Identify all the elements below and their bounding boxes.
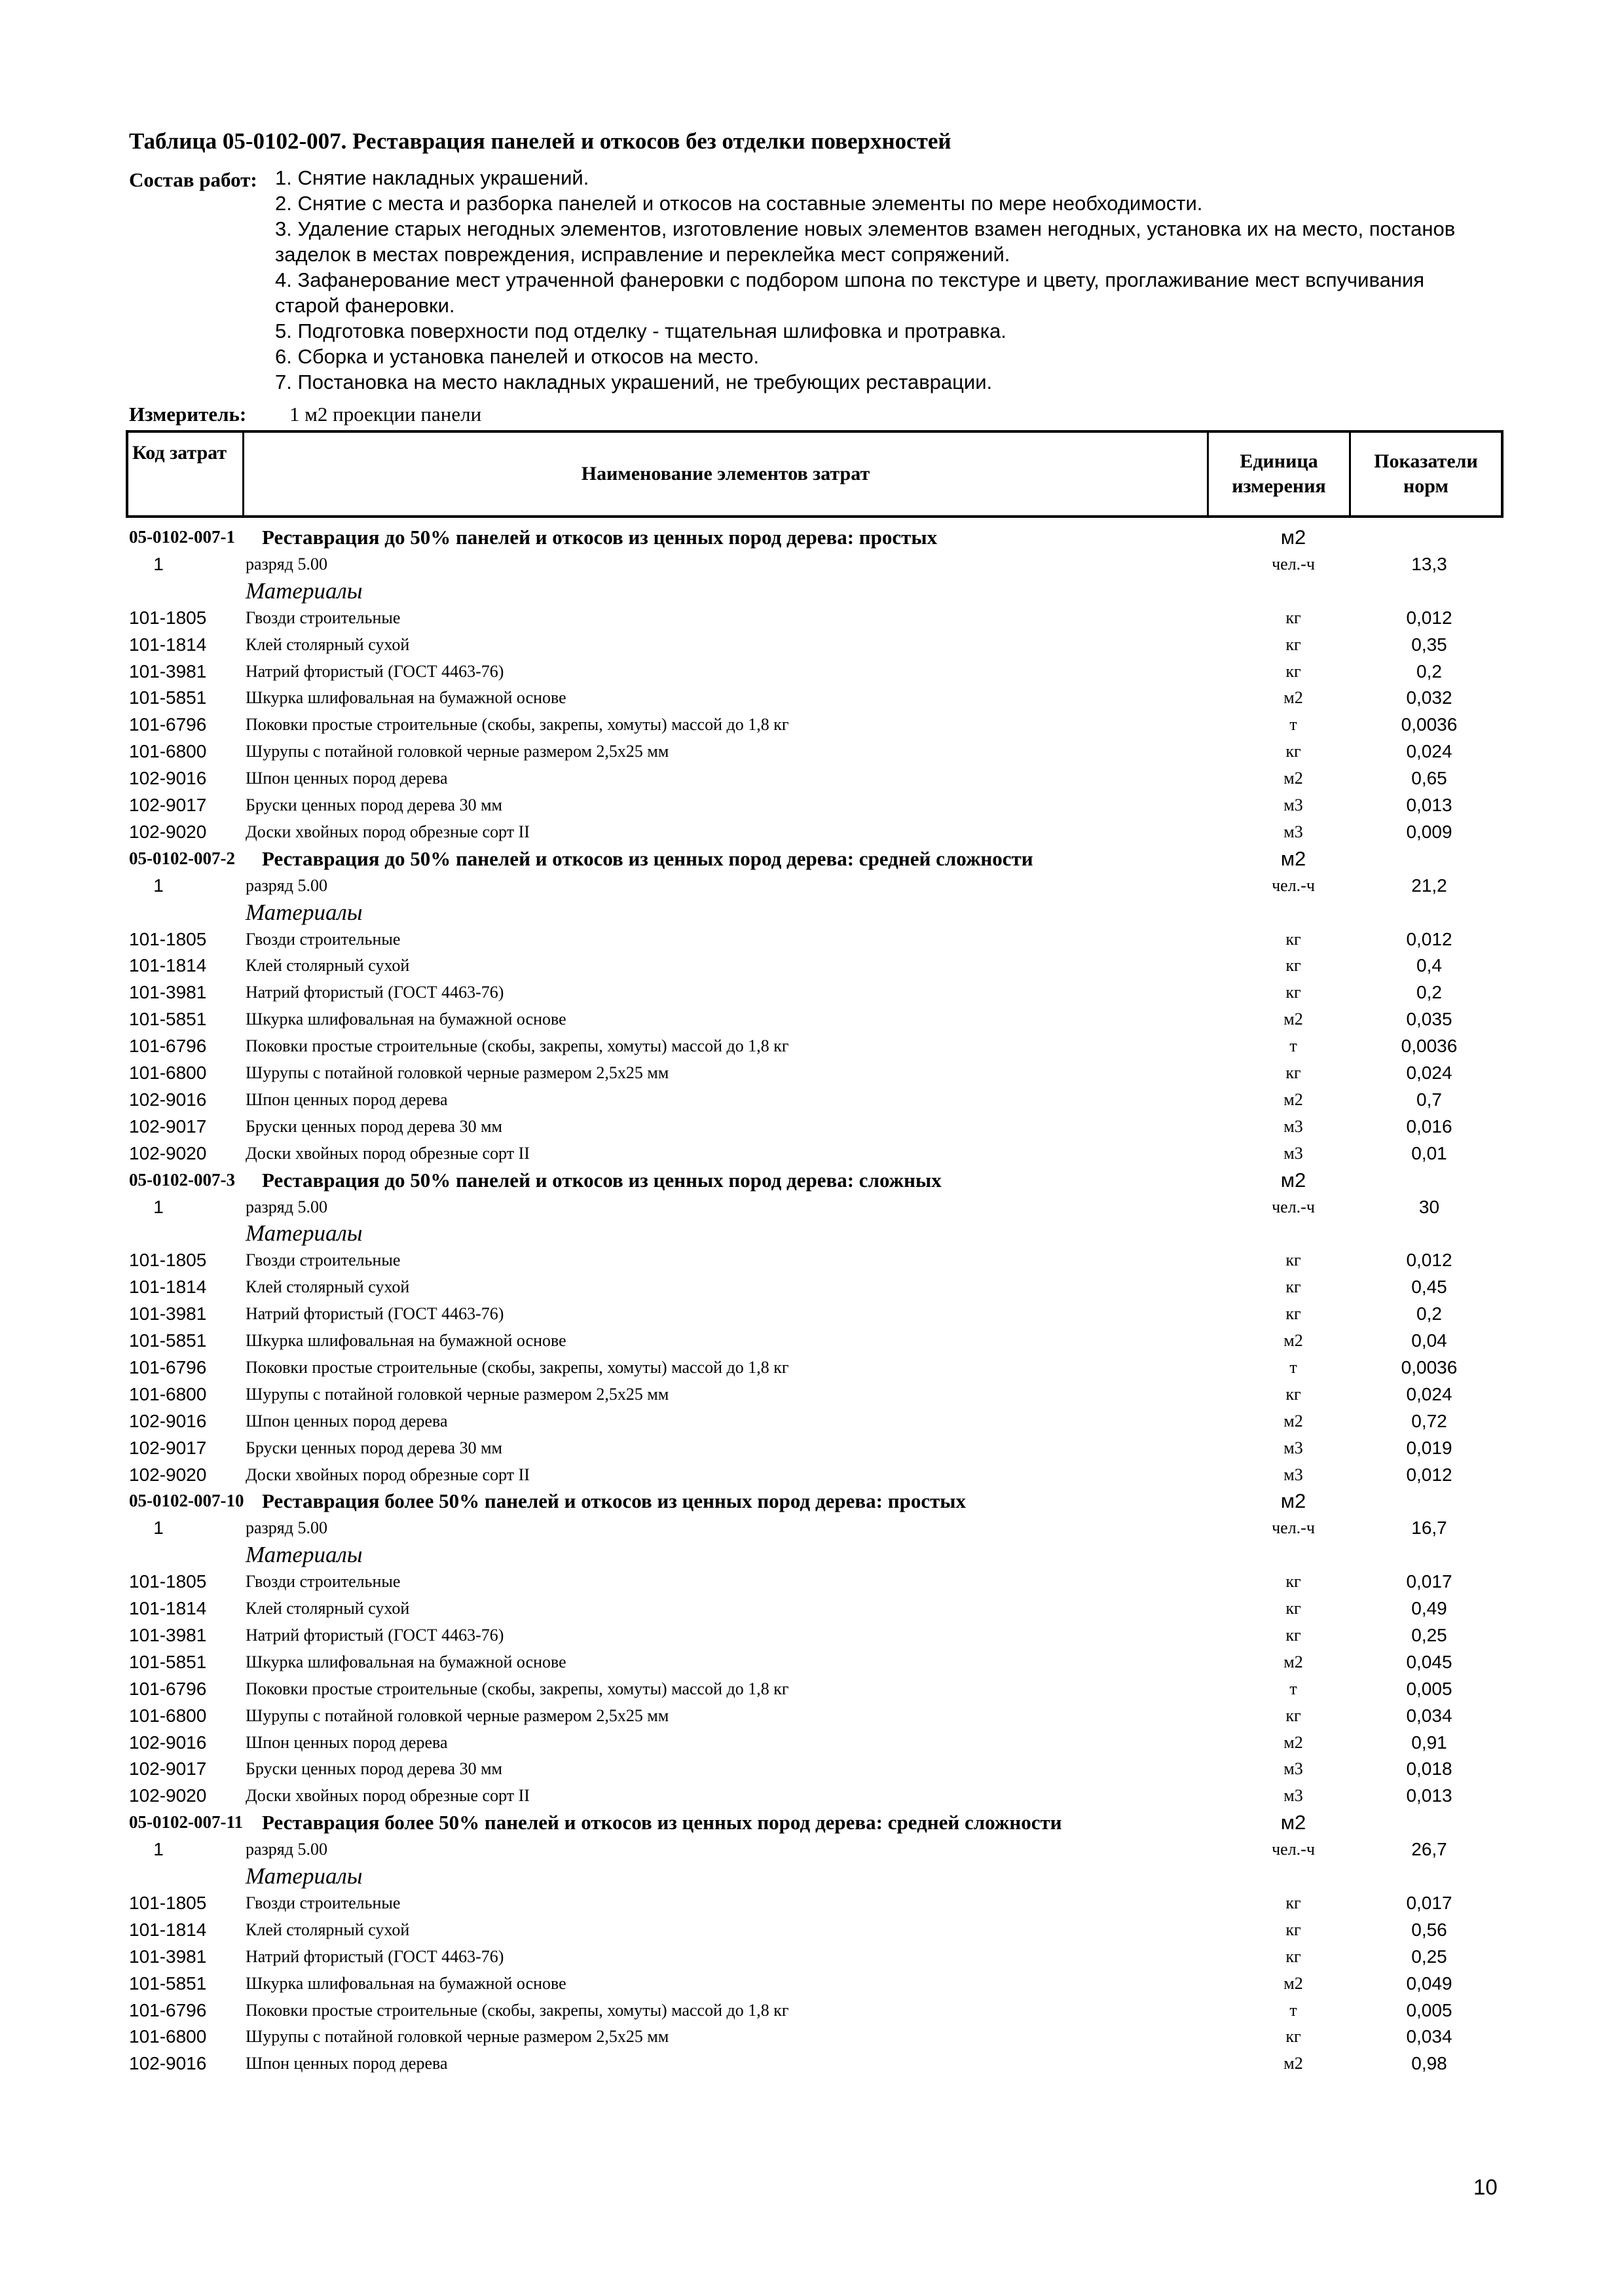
resource-row — [0, 952, 1624, 979]
materials-heading — [0, 1220, 1624, 1247]
resource-code: 101-1805 — [129, 1571, 207, 1592]
resource-name: Доски хвойных пород обрезные сорт II — [246, 822, 530, 841]
section-code: 05-0102-007-3 — [129, 1170, 235, 1190]
resource-row — [0, 604, 1624, 631]
header-code: Код затрат — [128, 433, 244, 515]
resource-code: 101-3981 — [129, 1303, 207, 1324]
labor-value: 16,7 — [1411, 1518, 1447, 1538]
resource-value: 0,01 — [1411, 1143, 1447, 1163]
resource-unit: кг — [1285, 2027, 1301, 2046]
resource-unit: кг — [1285, 930, 1301, 949]
resource-code: 102-9016 — [129, 1411, 207, 1431]
resource-name: Доски хвойных пород обрезные сорт II — [246, 1144, 530, 1163]
resource-unit: м3 — [1283, 795, 1303, 814]
resource-unit: м3 — [1283, 1759, 1303, 1778]
work-step: 1. Снятие накладных украшений. — [275, 166, 589, 189]
resource-unit: м2 — [1283, 1974, 1303, 1993]
resource-code: 102-9017 — [129, 1116, 207, 1137]
resource-row — [0, 2050, 1624, 2077]
resource-row — [0, 1247, 1624, 1273]
resource-code: 101-6800 — [129, 1705, 207, 1726]
resource-value: 0,019 — [1406, 1438, 1452, 1458]
resource-row — [0, 1782, 1624, 1809]
resource-value: 0,018 — [1406, 1758, 1452, 1779]
resource-row — [0, 979, 1624, 1006]
work-step: 7. Постановка на место накладных украшений, не требующих реставрации. — [275, 371, 993, 393]
resource-value: 0,049 — [1406, 1973, 1452, 1994]
resource-unit: т — [1289, 1036, 1297, 1055]
labor-name: разряд 5.00 — [246, 1197, 327, 1216]
materials-heading-label: Материалы — [246, 1863, 363, 1889]
resource-value: 0,045 — [1406, 1652, 1452, 1672]
resource-code: 101-3981 — [129, 982, 207, 1002]
resource-name: Шкурка шлифовальная на бумажной основе — [246, 1974, 566, 1993]
resource-value: 0,49 — [1411, 1598, 1447, 1618]
resource-value: 0,024 — [1406, 1063, 1452, 1083]
resource-value: 0,017 — [1406, 1893, 1452, 1913]
resource-code: 102-9016 — [129, 1089, 207, 1110]
resource-code: 101-1814 — [129, 1598, 207, 1618]
materials-heading-label: Материалы — [246, 1542, 363, 1567]
resource-value: 0,25 — [1411, 1625, 1447, 1645]
resource-code: 101-5851 — [129, 1009, 207, 1029]
section-name: Реставрация до 50% панелей и откосов из ценных пород дерева: сложных — [262, 1169, 942, 1192]
resource-row — [0, 711, 1624, 738]
labor-name: разряд 5.00 — [246, 876, 327, 895]
resource-row — [0, 2023, 1624, 2050]
section-row — [0, 1487, 1624, 1514]
resource-code: 101-6800 — [129, 2026, 207, 2047]
resource-code: 101-1805 — [129, 1250, 207, 1270]
section-unit: м2 — [1280, 1169, 1306, 1192]
resource-unit: т — [1289, 715, 1297, 734]
labor-name: разряд 5.00 — [246, 1518, 327, 1537]
resource-name: Бруски ценных пород дерева 30 мм — [246, 1438, 503, 1457]
resource-code: 101-6796 — [129, 1357, 207, 1377]
resource-name: Натрий фтористый (ГОСТ 4463-76) — [246, 1304, 504, 1323]
resource-name: Шпон ценных пород дерева — [246, 1412, 448, 1430]
resource-name: Натрий фтористый (ГОСТ 4463-76) — [246, 983, 504, 1002]
labor-code: 1 — [153, 1197, 164, 1217]
resource-unit: м3 — [1283, 1438, 1303, 1457]
section-code: 05-0102-007-11 — [129, 1812, 243, 1832]
resource-name: Натрий фтористый (ГОСТ 4463-76) — [246, 1947, 504, 1966]
resource-unit: м3 — [1283, 822, 1303, 841]
resource-name: Поковки простые строительные (скобы, закрепы, хомуты) массой до 1,8 кг — [246, 715, 789, 734]
section-unit: м2 — [1280, 1811, 1306, 1834]
resource-value: 0,013 — [1406, 1785, 1452, 1806]
work-step: заделок в местах повреждения, исправление и переклейка мест сопряжений. — [275, 243, 1010, 266]
resource-row — [0, 1916, 1624, 1943]
work-step: 3. Удаление старых негодных элементов, изготовление новых элементов взамен негодных, установка их на место, постанов — [275, 217, 1456, 240]
resource-value: 0,012 — [1406, 608, 1452, 628]
resource-value: 0,2 — [1416, 982, 1442, 1002]
resource-code: 101-6800 — [129, 1384, 207, 1404]
resource-code: 101-1814 — [129, 1277, 207, 1297]
resource-code: 102-9017 — [129, 1758, 207, 1779]
resource-row — [0, 738, 1624, 765]
resource-row — [0, 1300, 1624, 1327]
resource-name: Шкурка шлифовальная на бумажной основе — [246, 1010, 566, 1029]
resource-name: Клей столярный сухой — [246, 1277, 410, 1296]
resource-name: Клей столярный сухой — [246, 956, 410, 975]
resource-value: 0,0036 — [1401, 714, 1458, 735]
resource-name: Гвозди строительные — [246, 608, 401, 627]
labor-value: 13,3 — [1411, 554, 1447, 574]
section-name: Реставрация более 50% панелей и откосов из ценных пород дерева: средней сложности — [262, 1811, 1062, 1834]
resource-value: 0,72 — [1411, 1411, 1447, 1431]
resource-value: 0,2 — [1416, 1303, 1442, 1324]
resource-code: 101-5851 — [129, 687, 207, 708]
resource-row — [0, 792, 1624, 818]
resource-code: 102-9016 — [129, 1732, 207, 1753]
section-unit: м2 — [1280, 847, 1306, 870]
resource-unit: кг — [1285, 635, 1301, 654]
resource-value: 0,0036 — [1401, 1357, 1458, 1377]
resource-name: Натрий фтористый (ГОСТ 4463-76) — [246, 662, 504, 681]
materials-heading — [0, 899, 1624, 926]
resource-row — [0, 1086, 1624, 1113]
resource-row — [0, 684, 1624, 711]
section-unit: м2 — [1280, 526, 1306, 549]
resource-value: 0,024 — [1406, 741, 1452, 761]
resource-name: Шпон ценных пород дерева — [246, 769, 448, 788]
resource-row — [0, 1434, 1624, 1461]
labor-row — [0, 1194, 1624, 1220]
resource-value: 0,45 — [1411, 1277, 1447, 1297]
resource-value: 0,017 — [1406, 1571, 1452, 1592]
resource-name: Клей столярный сухой — [246, 635, 410, 654]
resource-code: 101-6796 — [129, 1036, 207, 1056]
section-row — [0, 1167, 1624, 1194]
resource-name: Поковки простые строительные (скобы, закрепы, хомуты) массой до 1,8 кг — [246, 2001, 789, 2020]
resource-name: Шурупы с потайной головкой черные размером 2,5x25 мм — [246, 1385, 669, 1404]
resource-name: Гвозди строительные — [246, 1893, 401, 1912]
resource-value: 0,012 — [1406, 1250, 1452, 1270]
resource-unit: кг — [1285, 1572, 1301, 1591]
resource-unit: кг — [1285, 1304, 1301, 1323]
resource-row — [0, 1113, 1624, 1140]
resource-code: 102-9020 — [129, 1143, 207, 1163]
resource-name: Шпон ценных пород дерева — [246, 2054, 448, 2073]
resource-code: 101-6800 — [129, 1063, 207, 1083]
resource-unit: т — [1289, 1358, 1297, 1377]
labor-code: 1 — [153, 1518, 164, 1538]
materials-heading — [0, 1541, 1624, 1568]
resource-value: 0,016 — [1406, 1116, 1452, 1137]
resource-code: 101-6800 — [129, 741, 207, 761]
resource-row — [0, 1006, 1624, 1032]
resource-value: 0,034 — [1406, 1705, 1452, 1726]
resource-unit: м2 — [1283, 769, 1303, 788]
resource-unit: т — [1289, 2001, 1297, 2020]
resource-row — [0, 1622, 1624, 1649]
resource-code: 101-6796 — [129, 1679, 207, 1699]
resource-unit: кг — [1285, 1277, 1301, 1296]
resource-code: 102-9017 — [129, 795, 207, 815]
materials-heading — [0, 577, 1624, 604]
resource-value: 0,009 — [1406, 822, 1452, 842]
section-code: 05-0102-007-10 — [129, 1491, 244, 1510]
resource-name: Клей столярный сухой — [246, 1599, 410, 1618]
resource-row — [0, 1354, 1624, 1381]
section-row — [0, 524, 1624, 551]
resource-code: 101-5851 — [129, 1330, 207, 1351]
resource-row — [0, 1408, 1624, 1434]
resource-code: 102-9020 — [129, 822, 207, 842]
work-step: 2. Снятие с места и разборка панелей и откосов на составные элементы по мере необходимости. — [275, 192, 1203, 215]
labor-row — [0, 551, 1624, 577]
resource-code: 101-6796 — [129, 714, 207, 735]
work-step: старой фанеровки. — [275, 294, 455, 317]
resource-name: Гвозди строительные — [246, 930, 401, 949]
resource-value: 0,4 — [1416, 955, 1442, 975]
resource-row — [0, 1381, 1624, 1408]
resource-value: 0,034 — [1406, 2026, 1452, 2047]
section-name: Реставрация до 50% панелей и откосов из ценных пород дерева: средней сложности — [262, 847, 1033, 870]
labor-value: 26,7 — [1411, 1839, 1447, 1859]
resource-code: 101-1814 — [129, 1920, 207, 1940]
section-row — [0, 1809, 1624, 1836]
resource-value: 0,56 — [1411, 1920, 1447, 1940]
resource-name: Шпон ценных пород дерева — [246, 1090, 448, 1109]
resource-code: 101-1805 — [129, 929, 207, 949]
resource-name: Доски хвойных пород обрезные сорт II — [246, 1465, 530, 1484]
resource-row — [0, 1327, 1624, 1354]
resource-name: Шкурка шлифовальная на бумажной основе — [246, 1652, 566, 1671]
resource-unit: м2 — [1283, 1090, 1303, 1109]
resource-unit: кг — [1285, 742, 1301, 761]
works-label: Состав работ: — [129, 168, 257, 191]
resource-code: 102-9020 — [129, 1785, 207, 1806]
resource-row — [0, 1059, 1624, 1086]
resource-unit: м3 — [1283, 1144, 1303, 1163]
resource-unit: м2 — [1283, 1652, 1303, 1671]
resource-row — [0, 1889, 1624, 1916]
resource-name: Шурупы с потайной головкой черные размером 2,5x25 мм — [246, 2027, 669, 2046]
resource-name: Гвозди строительные — [246, 1572, 401, 1591]
resource-value: 0,98 — [1411, 2053, 1447, 2073]
resource-name: Доски хвойных пород обрезные сорт II — [246, 1786, 530, 1805]
document-title: Таблица 05-0102-007. Реставрация панелей и откосов без отделки поверхностей — [129, 128, 951, 154]
resource-code: 102-9017 — [129, 1438, 207, 1458]
resource-name: Натрий фтористый (ГОСТ 4463-76) — [246, 1626, 504, 1645]
resource-name: Шкурка шлифовальная на бумажной основе — [246, 688, 566, 707]
header-name: Наименование элементов затрат — [244, 433, 1209, 515]
work-step: 5. Подготовка поверхности под отделку - тщательная шлифовка и протравка. — [275, 319, 1006, 342]
meter-label: Измеритель: — [129, 403, 247, 426]
resource-row — [0, 818, 1624, 845]
labor-unit: чел.-ч — [1272, 1840, 1315, 1859]
labor-unit: чел.-ч — [1272, 555, 1315, 574]
resource-unit: м2 — [1283, 1010, 1303, 1029]
resource-value: 0,65 — [1411, 768, 1447, 788]
resource-unit: кг — [1285, 1626, 1301, 1645]
resource-name: Бруски ценных пород дерева 30 мм — [246, 795, 503, 814]
resource-name: Поковки простые строительные (скобы, закрепы, хомуты) массой до 1,8 кг — [246, 1036, 789, 1055]
resource-row — [0, 1140, 1624, 1167]
resource-row — [0, 1675, 1624, 1702]
resource-name: Поковки простые строительные (скобы, закрепы, хомуты) массой до 1,8 кг — [246, 1679, 789, 1698]
resource-value: 0,012 — [1406, 1465, 1452, 1485]
resource-value: 0,04 — [1411, 1330, 1447, 1351]
resource-name: Шурупы с потайной головкой черные размером 2,5x25 мм — [246, 742, 669, 761]
labor-unit: чел.-ч — [1272, 876, 1315, 895]
resource-code: 101-5851 — [129, 1973, 207, 1994]
resource-unit: м2 — [1283, 1733, 1303, 1752]
resource-value: 0,91 — [1411, 1732, 1447, 1753]
resource-name: Клей столярный сухой — [246, 1920, 410, 1939]
resource-unit: м2 — [1283, 1331, 1303, 1350]
works-list — [275, 165, 1493, 395]
resource-code: 101-1814 — [129, 955, 207, 975]
resource-unit: кг — [1285, 1063, 1301, 1082]
materials-heading-label: Материалы — [246, 1220, 363, 1246]
section-code: 05-0102-007-1 — [129, 527, 235, 547]
resource-row — [0, 1755, 1624, 1782]
labor-row — [0, 1836, 1624, 1863]
resource-value: 0,012 — [1406, 929, 1452, 949]
resource-row — [0, 1595, 1624, 1622]
resource-row — [0, 658, 1624, 685]
resource-code: 102-9016 — [129, 2053, 207, 2073]
resource-row — [0, 631, 1624, 658]
resource-code: 102-9020 — [129, 1465, 207, 1485]
resource-unit: м2 — [1283, 1412, 1303, 1430]
materials-heading-label: Материалы — [246, 900, 363, 925]
labor-name: разряд 5.00 — [246, 555, 327, 574]
resource-name: Поковки простые строительные (скобы, закрепы, хомуты) массой до 1,8 кг — [246, 1358, 789, 1377]
resource-name: Бруски ценных пород дерева 30 мм — [246, 1117, 503, 1136]
resource-unit: кг — [1285, 1385, 1301, 1404]
resource-code: 101-1805 — [129, 1893, 207, 1913]
resource-code: 101-3981 — [129, 1946, 207, 1967]
materials-heading-label: Материалы — [246, 578, 363, 604]
resource-unit: кг — [1285, 983, 1301, 1002]
resource-value: 0,35 — [1411, 634, 1447, 655]
section-name: Реставрация более 50% панелей и откосов из ценных пород дерева: простых — [262, 1489, 967, 1512]
page-number: 10 — [1473, 2175, 1498, 2199]
resource-row — [0, 1461, 1624, 1488]
resource-row — [0, 1702, 1624, 1729]
resource-row — [0, 1943, 1624, 1970]
labor-unit: чел.-ч — [1272, 1518, 1315, 1537]
resource-unit: кг — [1285, 1920, 1301, 1939]
resource-unit: кг — [1285, 1599, 1301, 1618]
resource-value: 0,0036 — [1401, 1036, 1458, 1056]
resource-value: 0,013 — [1406, 795, 1452, 815]
resource-value: 0,035 — [1406, 1009, 1452, 1029]
resource-name: Шкурка шлифовальная на бумажной основе — [246, 1331, 566, 1350]
labor-row — [0, 872, 1624, 899]
resource-unit: кг — [1285, 608, 1301, 627]
resource-unit: т — [1289, 1679, 1297, 1698]
section-unit: м2 — [1280, 1489, 1306, 1512]
header-unit: Единица измерения — [1209, 433, 1351, 515]
resource-value: 0,024 — [1406, 1384, 1452, 1404]
resource-value: 0,032 — [1406, 687, 1452, 708]
resource-value: 0,25 — [1411, 1946, 1447, 1967]
section-code: 05-0102-007-2 — [129, 848, 235, 868]
resource-row — [0, 1729, 1624, 1756]
resource-row — [0, 765, 1624, 792]
resource-value: 0,005 — [1406, 2000, 1452, 2020]
resource-code: 101-5851 — [129, 1652, 207, 1672]
resource-code: 101-1805 — [129, 608, 207, 628]
resource-code: 101-3981 — [129, 661, 207, 682]
resource-value: 0,2 — [1416, 661, 1442, 682]
resource-code: 102-9016 — [129, 768, 207, 788]
resource-unit: кг — [1285, 662, 1301, 681]
work-step: 6. Сборка и установка панелей и откосов на место. — [275, 345, 760, 368]
resource-name: Шпон ценных пород дерева — [246, 1733, 448, 1752]
resource-unit: кг — [1285, 1250, 1301, 1269]
resource-name: Шурупы с потайной головкой черные размером 2,5x25 мм — [246, 1063, 669, 1082]
resource-row — [0, 1568, 1624, 1595]
labor-row — [0, 1514, 1624, 1541]
resource-row — [0, 1649, 1624, 1675]
header-norm: Показатели норм — [1374, 450, 1478, 497]
labor-value: 30 — [1418, 1197, 1440, 1217]
section-row — [0, 845, 1624, 872]
resource-name: Шурупы с потайной головкой черные размером 2,5x25 мм — [246, 1706, 669, 1725]
work-step: 4. Зафанерование мест утраченной фанеровки с подбором шпона по текстуре и цвету, проглаживание мест вспучивания — [275, 268, 1425, 291]
resource-code: 101-3981 — [129, 1625, 207, 1645]
resource-row — [0, 1273, 1624, 1300]
resource-row — [0, 926, 1624, 953]
labor-unit: чел.-ч — [1272, 1197, 1315, 1216]
resource-unit: м3 — [1283, 1465, 1303, 1484]
resource-unit: м3 — [1283, 1117, 1303, 1136]
resource-code: 101-1814 — [129, 634, 207, 655]
resource-unit: кг — [1285, 1893, 1301, 1912]
meter-value: 1 м2 проекции панели — [289, 403, 482, 426]
labor-name: разряд 5.00 — [246, 1840, 327, 1859]
resource-unit: м2 — [1283, 2054, 1303, 2073]
resource-row — [0, 1997, 1624, 2024]
table-header — [126, 430, 1504, 518]
resource-value: 0,7 — [1416, 1089, 1442, 1110]
resource-row — [0, 1970, 1624, 1997]
resource-unit: кг — [1285, 956, 1301, 975]
section-name: Реставрация до 50% панелей и откосов из ценных пород дерева: простых — [262, 526, 938, 549]
resource-row — [0, 1032, 1624, 1059]
labor-code: 1 — [153, 875, 164, 896]
resource-unit: м3 — [1283, 1786, 1303, 1805]
resource-unit: кг — [1285, 1947, 1301, 1966]
materials-heading — [0, 1863, 1624, 1889]
resource-value: 0,005 — [1406, 1679, 1452, 1699]
resource-code: 101-6796 — [129, 2000, 207, 2020]
labor-value: 21,2 — [1411, 875, 1447, 896]
resource-unit: м2 — [1283, 688, 1303, 707]
resource-unit: кг — [1285, 1706, 1301, 1725]
resource-name: Гвозди строительные — [246, 1250, 401, 1269]
labor-code: 1 — [153, 1839, 164, 1859]
labor-code: 1 — [153, 554, 164, 574]
resource-name: Бруски ценных пород дерева 30 мм — [246, 1759, 503, 1778]
